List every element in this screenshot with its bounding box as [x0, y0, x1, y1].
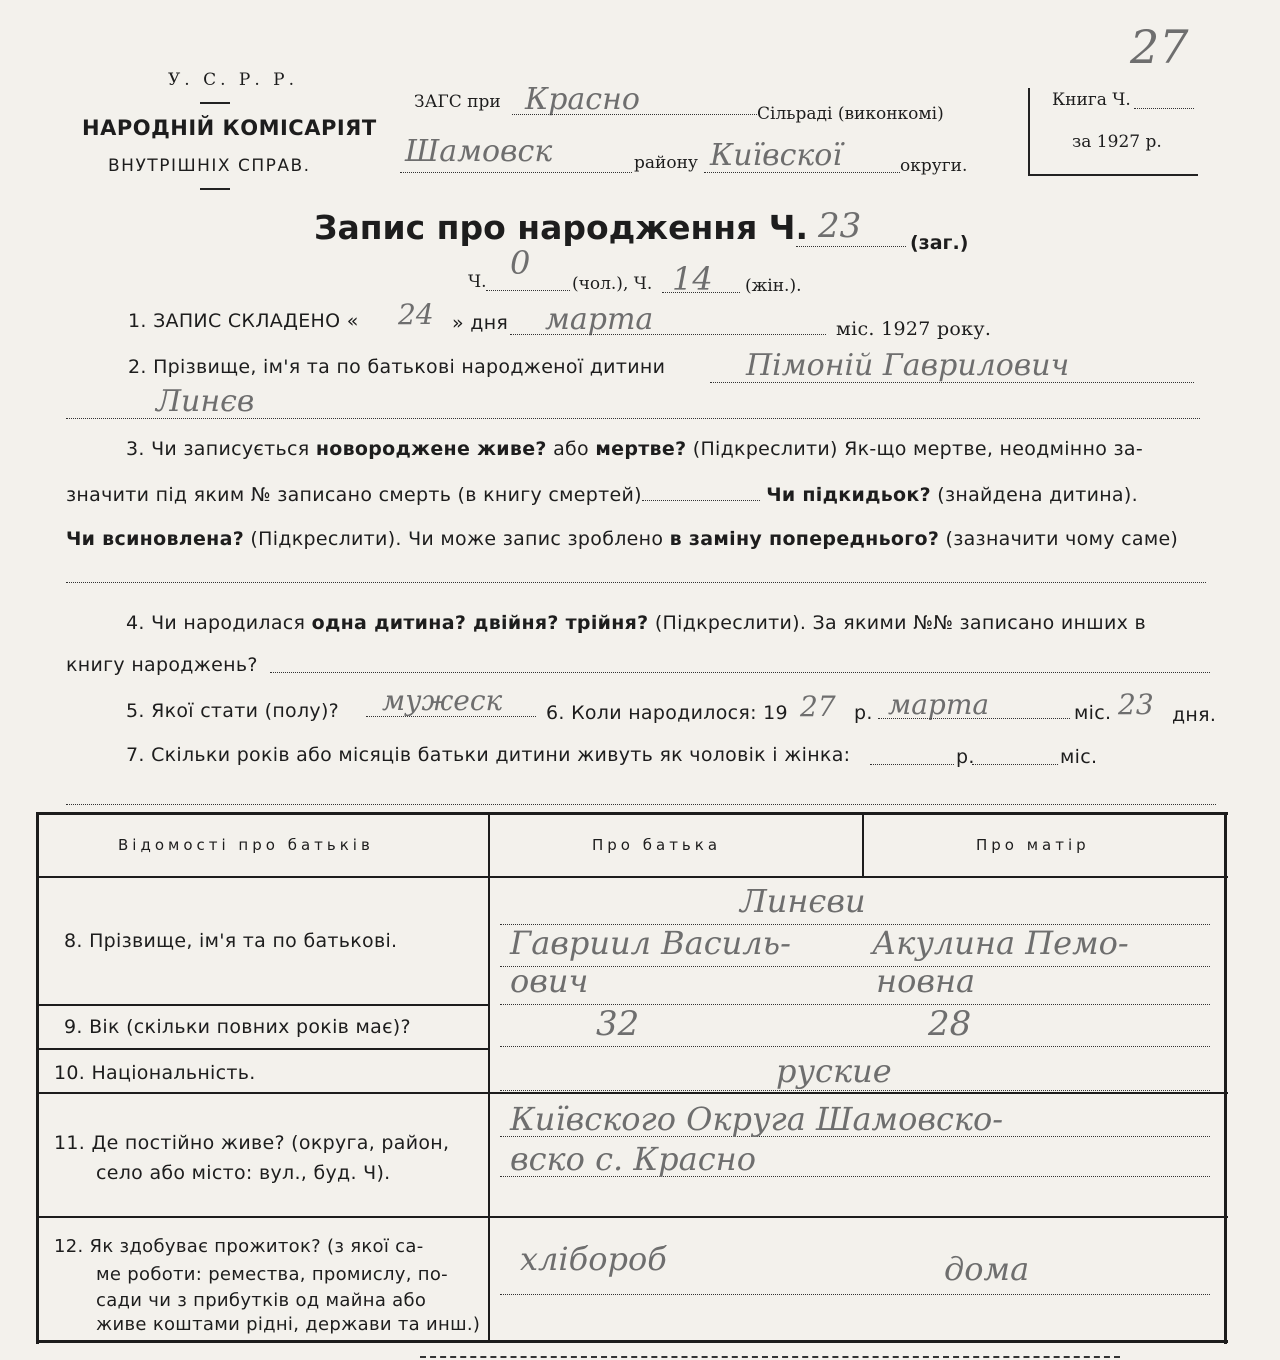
- row9-mother-handwriting: 28: [928, 1004, 972, 1044]
- row8-label: 8. Прізвище, ім'я та по батькові.: [64, 930, 398, 952]
- okrug-handwriting: Київскої: [710, 138, 842, 173]
- q1-day-handwriting: 24: [398, 298, 434, 331]
- row12-father-handwriting: хлібороб: [520, 1240, 667, 1278]
- q7-mis: міс.: [1060, 746, 1098, 768]
- row8-mother-handwriting-2: новна: [876, 962, 976, 1000]
- female-number-handwriting: 14: [672, 260, 713, 298]
- okrug-label: округи.: [900, 156, 968, 176]
- table-right-border: [1224, 812, 1227, 1344]
- q7-label: 7. Скільки років або місяців батьки дитини живуть як чоловік і жінка:: [126, 744, 851, 766]
- q5-sex-handwriting: мужеск: [382, 684, 503, 717]
- q3-line2: значити під яким № записано смерть (в книгу смертей) Чи підкидьок? (знайдена дитина).: [66, 484, 1138, 506]
- male-label: (чол.), Ч.: [572, 274, 653, 294]
- q1-prefix: 1. ЗАПИС СКЛАДЕНО «: [128, 310, 359, 332]
- female-label: (жін.).: [745, 276, 802, 296]
- q7-r: р.: [956, 746, 975, 768]
- row11-handwriting: Київского Округа Шамовско-: [510, 1100, 1004, 1138]
- republic-label: У. С. Р. Р.: [168, 70, 298, 90]
- q3-line1: 3. Чи записується новороджене живе? або мертве? (Підкреслити) Як-що мертве, неодмінно за-: [126, 438, 1143, 460]
- village-handwriting: Красно: [525, 82, 640, 117]
- q2-name-handwriting: Пімоній Гаврилович: [746, 348, 1070, 383]
- q2-label: 2. Прізвище, ім'я та по батькові народженої дитини: [128, 356, 666, 378]
- row11-label-1: 11. Де постійно живе? (округа, район,: [54, 1132, 450, 1154]
- department-label: ВНУТРІШНІХ СПРАВ.: [108, 156, 311, 176]
- q1-mid: » дня: [452, 312, 509, 334]
- q5-label: 5. Якої стати (полу)?: [126, 700, 340, 722]
- q6-mis: міс.: [1074, 702, 1112, 724]
- zags-label: ЗАГС при: [414, 92, 501, 112]
- book-number-handwriting: 27: [1130, 20, 1189, 74]
- record-number-handwriting: 23: [818, 206, 862, 246]
- year-label: за 1927 р.: [1072, 132, 1162, 152]
- q2-surname-handwriting: Линєв: [156, 384, 255, 419]
- col-header-info: Відомості про батьків: [118, 836, 374, 854]
- row11-label-2: село або місто: вул., буд. Ч).: [96, 1162, 391, 1184]
- row9-father-handwriting: 32: [596, 1004, 640, 1044]
- district-handwriting: Шамовск: [405, 134, 553, 169]
- q6-dnia: дня.: [1172, 704, 1217, 726]
- q4-line1: 4. Чи народилася одна дитина? двійня? трійня? (Підкреслити). За якими №№ записано инших в: [126, 612, 1147, 634]
- table-bottom-border: [36, 1340, 1228, 1343]
- q4-line2: книгу народжень?: [66, 654, 258, 676]
- q1-suffix: міс. 1927 року.: [836, 318, 992, 340]
- q6-label: 6. Коли народилося: 19: [546, 702, 788, 724]
- row12-label-1: 12. Як здобуває прожиток? (з якої са-: [54, 1236, 424, 1257]
- divider: [200, 102, 230, 104]
- q6-r: р.: [854, 702, 873, 724]
- divider: [200, 188, 230, 190]
- col-header-father: Про батька: [592, 836, 722, 854]
- row8-mother-handwriting: Акулина Пемо-: [872, 924, 1129, 962]
- council-label: Сільраді (виконкомі): [757, 104, 944, 124]
- col-header-mother: Про матір: [976, 836, 1090, 854]
- q6-month-handwriting: марта: [888, 688, 990, 721]
- district-label: району: [634, 153, 698, 173]
- row12-label-2: ме роботи: ремества, промислу, по-: [96, 1264, 448, 1285]
- row11-handwriting-2: вско с. Красно: [510, 1140, 756, 1178]
- row9-label: 9. Вік (скільки повних років має)?: [64, 1016, 411, 1038]
- commissariat-label: НАРОДНІЙ КОМІСАРІЯТ: [82, 116, 377, 140]
- row10-label: 10. Національність.: [54, 1062, 256, 1084]
- row8-father-handwriting-2: ович: [510, 962, 589, 1000]
- q6-year-handwriting: 27: [800, 690, 836, 723]
- male-number-handwriting: 0: [510, 244, 531, 282]
- table-left-border: [36, 812, 39, 1344]
- page-title: Запис про народження Ч.: [314, 208, 808, 247]
- q1-month-handwriting: марта: [545, 302, 654, 337]
- title-suffix: (заг.): [910, 232, 969, 254]
- row12-label-4: живе коштами рідні, держави та инш.): [96, 1314, 481, 1335]
- row8-father-handwriting: Гавриил Василь-: [510, 924, 791, 962]
- row12-label-3: сади чи з прибутків од майна або: [96, 1290, 427, 1311]
- q6-day-handwriting: 23: [1118, 688, 1154, 721]
- book-label: Книга Ч.: [1052, 90, 1131, 110]
- table-top-border: [36, 812, 1228, 815]
- sub-number-label: Ч.: [468, 272, 487, 292]
- q3-line3: Чи всиновлена? (Підкреслити). Чи може запис зроблено в заміну попереднього? (зазначити чому саме): [66, 528, 1179, 550]
- row10-handwriting: руские: [776, 1052, 892, 1090]
- row12-mother-handwriting: дома: [944, 1250, 1030, 1288]
- row8-shared-handwriting: Линєви: [740, 882, 866, 920]
